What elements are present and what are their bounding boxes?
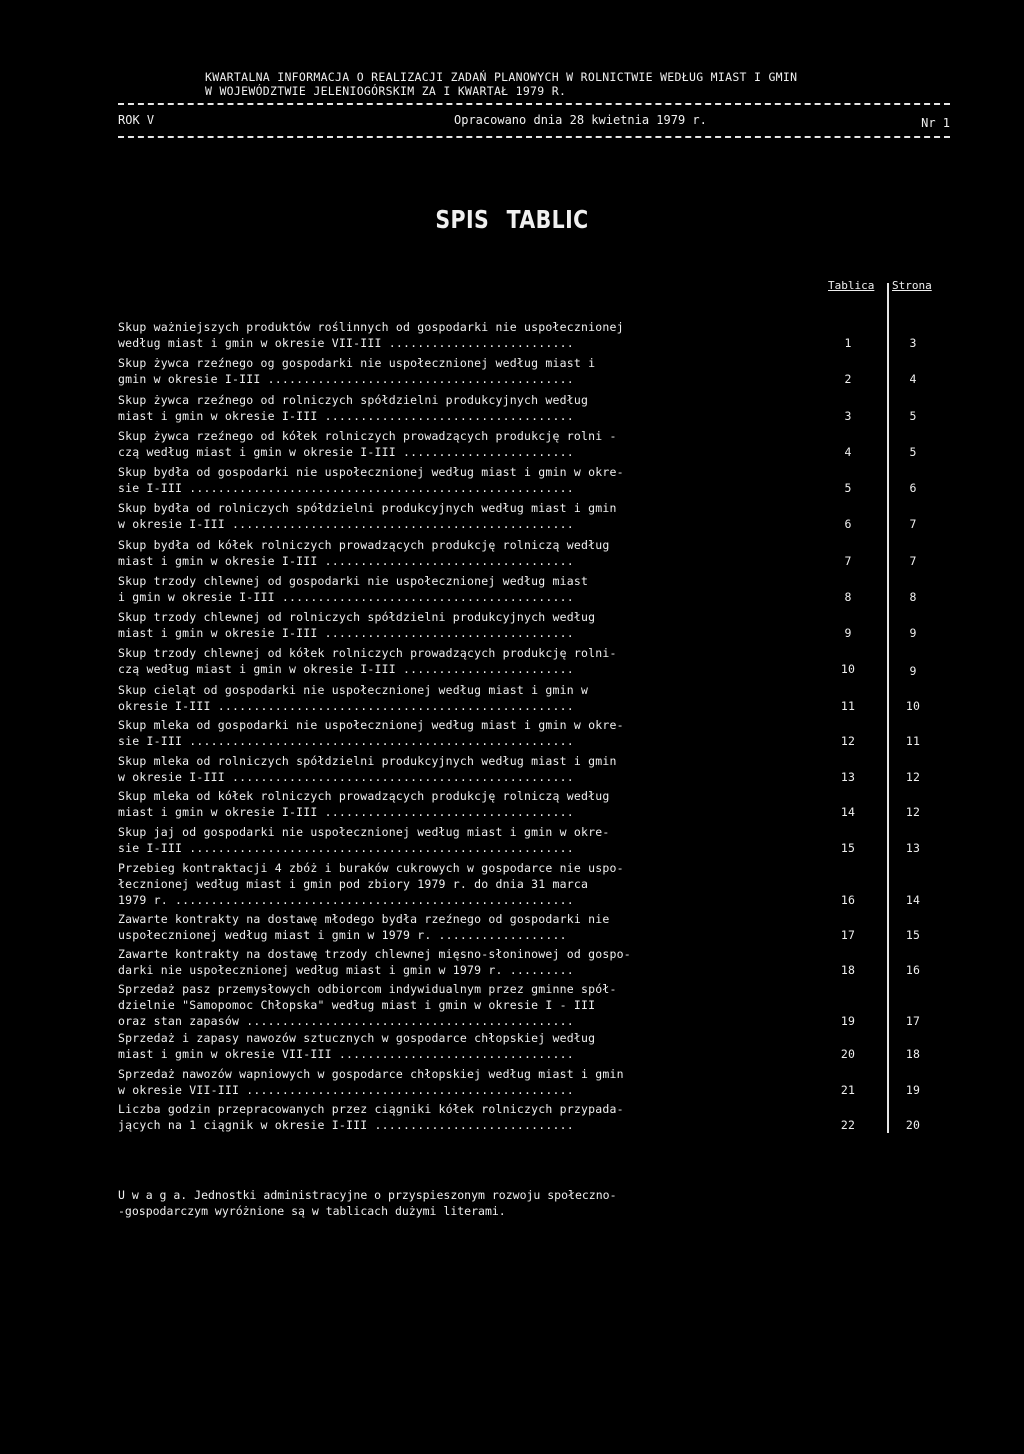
toc-entry: [118, 392, 918, 424]
toc-entry-description: Skup jaj od gospodarki nie uspołecznionej według miast i gmin w okre- sie I-III ......................................................: [118, 825, 610, 855]
toc-entry-description: Skup bydła od rolniczych spółdzielni produkcyjnych według miast i gmin w okresie I-III ................................................: [118, 501, 617, 531]
toc-entry-table-number: 7: [844, 554, 852, 568]
toc-entry-description: Skup mleka od gospodarki nie uspołecznionej według miast i gmin w okre- sie I-III ......................................................: [118, 718, 624, 748]
toc-entry-description: Skup ważniejszych produktów roślinnych od gospodarki nie uspołecznionej według miast i gmin w okresie VII-III ..........................: [118, 320, 624, 350]
toc-entry-table-number: 4: [844, 445, 852, 459]
toc-entry-page-number: 19: [905, 1083, 921, 1097]
toc-entry-description: Skup trzody chlewnej od kółek rolniczych prowadzących produkcję rolni- czą według miast i gmin w okresie I-III ........................: [118, 646, 617, 676]
year-volume: ROK V: [118, 113, 155, 127]
publication-meta: [118, 113, 950, 129]
toc-entry: [118, 717, 921, 749]
toc-entry-page-number: 17: [905, 1014, 921, 1028]
toc-entry-page-number: 9: [909, 626, 917, 640]
toc-entry-table-number: 21: [840, 1083, 856, 1097]
toc-entry: [118, 464, 918, 496]
toc-entry-page-number: 20: [905, 1118, 921, 1132]
toc-entry-page-number: 7: [909, 517, 917, 531]
issue-number: Nr 1: [921, 116, 950, 130]
toc-entry-table-number: 14: [840, 805, 856, 819]
toc-entry-page-number: 14: [905, 893, 921, 907]
toc-entry-page-number: 11: [905, 734, 921, 748]
toc-entry-description: Skup mleka od rolniczych spółdzielni produkcyjnych według miast i gmin w okresie I-III ................................................: [118, 754, 617, 784]
toc-entry-table-number: 10: [840, 662, 856, 676]
toc-entry: [118, 824, 921, 856]
toc-entry-table-number: 17: [840, 928, 856, 942]
toc-entry-table-number: 8: [844, 590, 852, 604]
toc-entry-page-number: 10: [905, 699, 921, 713]
toc-entry-page-number: 12: [905, 805, 921, 819]
toc-entry-page-number: 15: [905, 928, 921, 942]
toc-entry-page-number: 6: [909, 481, 917, 495]
toc-entry-table-number: 11: [840, 699, 856, 713]
toc-entry-page-number: 9: [909, 664, 917, 678]
toc-entry: [118, 911, 921, 943]
toc-entry-table-number: 12: [840, 734, 856, 748]
header-title-line-2: W WOJEWÓDZTWIE JELENIOGÓRSKIM ZA I KWARTAŁ 1979 R.: [205, 84, 567, 98]
toc-entry-table-number: 2: [844, 372, 852, 386]
toc-entry-table-number: 22: [840, 1118, 856, 1132]
toc-entry-description: Skup trzody chlewnej od rolniczych spółdzielni produkcyjnych według miast i gmin w okresie I-III ...................................: [118, 610, 596, 640]
column-header-tablica: Tablica: [828, 279, 875, 292]
toc-entry-table-number: 18: [840, 963, 856, 977]
header-rule-bottom: [118, 136, 950, 138]
toc-entry: [118, 500, 918, 532]
toc-entry: [118, 573, 918, 605]
toc-entry-page-number: 18: [905, 1047, 921, 1061]
toc-entry-table-number: 13: [840, 770, 856, 784]
toc-entry-table-number: 6: [844, 517, 852, 531]
toc-entry-table-number: 16: [840, 893, 856, 907]
toc-entry: [118, 428, 918, 460]
toc-entry-table-number: 3: [844, 409, 852, 423]
header-title-line-1: KWARTALNA INFORMACJA O REALIZACJI ZADAŃ PLANOWYCH W ROLNICTWIE WEDŁUG MIAST I GMIN: [205, 70, 798, 84]
header-rule-top: [118, 103, 950, 105]
toc-entry: [118, 981, 921, 1029]
toc-entry-page-number: 3: [909, 336, 917, 350]
toc-entry: [118, 1101, 921, 1133]
toc-entry-description: Skup żywca rzeźnego og gospodarki nie uspołecznionej według miast i gmin w okresie I-III ...........................................: [118, 356, 596, 386]
toc-entry-table-number: 19: [840, 1014, 856, 1028]
toc-entry-table-number: 5: [844, 481, 852, 495]
toc-entry-description: Sprzedaż pasz przemysłowych odbiorcom indywidualnym przez gminne spół- dzielnie "Samopomoc Chłopska" według miast i gmin w okresie I - III oraz stan zapasów ..............................................: [118, 982, 617, 1028]
toc-entry: [118, 355, 918, 387]
toc-entry-description: Liczba godzin przepracowanych przez ciągniki kółek rolniczych przypada- jących na 1 ciągnik w okresie I-III ............................: [118, 1102, 624, 1132]
toc-entry-page-number: 5: [909, 445, 917, 459]
toc-entry-description: Zawarte kontrakty na dostawę młodego bydła rzeźnego od gospodarki nie uspołecznionej według miast i gmin w 1979 r. ..................: [118, 912, 610, 942]
toc-entry-table-number: 9: [844, 626, 852, 640]
toc-entry: [118, 753, 921, 785]
toc-entry-page-number: 5: [909, 409, 917, 423]
toc-entry: [118, 1030, 921, 1062]
page-title: SPIS TABLIC: [435, 205, 589, 234]
toc-entry: [118, 537, 918, 569]
toc-entry-description: Skup żywca rzeźnego od kółek rolniczych prowadzących produkcję rolni - czą według miast i gmin w okresie I-III ........................: [118, 429, 617, 459]
column-header-strona: Strona: [892, 279, 932, 292]
toc-entry-table-number: 20: [840, 1047, 856, 1061]
toc-entry-page-number: 16: [905, 963, 921, 977]
toc-entry-description: Przebieg kontraktacji 4 zbóż i buraków cukrowych w gospodarce nie uspo- łecznionej według miast i gmin pod zbiory 1979 r. do dnia 31 marca 1979 r. ........................................................: [118, 861, 624, 907]
toc-entry-description: Skup bydła od gospodarki nie uspołecznionej według miast i gmin w okre- sie I-III ......................................................: [118, 465, 624, 495]
toc-entry-description: Zawarte kontrakty na dostawę trzody chlewnej mięsno-słoninowej od gospo- darki nie uspołecznionej według miast i gmin w 1979 r. .........: [118, 947, 631, 977]
toc-entry-description: Sprzedaż i zapasy nawozów sztucznych w gospodarce chłopskiej według miast i gmin w okresie VII-III .................................: [118, 1031, 596, 1061]
toc-entry: [118, 645, 918, 677]
toc-entry-page-number: 13: [905, 841, 921, 855]
toc-entry-table-number: 1: [844, 336, 852, 350]
toc-entry-page-number: 4: [909, 372, 917, 386]
toc-entry-description: Skup mleka od kółek rolniczych prowadzących produkcję rolniczą według miast i gmin w okresie I-III ...................................: [118, 789, 610, 819]
toc-entry-description: Sprzedaż nawozów wapniowych w gospodarce chłopskiej według miast i gmin w okresie VII-III ..............................................: [118, 1067, 624, 1097]
document-header: [205, 70, 945, 98]
toc-entry: [118, 788, 921, 820]
toc-entry-description: Skup bydła od kółek rolniczych prowadzących produkcję rolniczą według miast i gmin w okresie I-III ...................................: [118, 538, 610, 568]
toc-entry: [118, 682, 921, 714]
toc-entry-page-number: 12: [905, 770, 921, 784]
toc-entry-description: Skup żywca rzeźnego od rolniczych spółdzielni produkcyjnych według miast i gmin w okresie I-III ...................................: [118, 393, 589, 423]
toc-entry: [118, 1066, 921, 1098]
prepared-date: Opracowano dnia 28 kwietnia 1979 r.: [454, 113, 707, 127]
toc-entry-description: Skup cieląt od gospodarki nie uspołecznionej według miast i gmin w okresie I-III ..................................................: [118, 683, 589, 713]
toc-entry: [118, 609, 918, 641]
toc-entry-page-number: 7: [909, 554, 917, 568]
toc-entry-table-number: 15: [840, 841, 856, 855]
toc-entry: [118, 946, 921, 978]
toc-entry: [118, 319, 918, 351]
toc-entry: [118, 860, 921, 908]
toc-entry-page-number: 8: [909, 590, 917, 604]
footnote: U w a g a. Jednostki administracyjne o przyspieszonym rozwoju społeczno- -gospodarczym wyróżnione są w tablicach dużymi literami.: [118, 1188, 617, 1218]
toc-entry-description: Skup trzody chlewnej od gospodarki nie uspołecznionej według miast i gmin w okresie I-III .........................................: [118, 574, 589, 604]
